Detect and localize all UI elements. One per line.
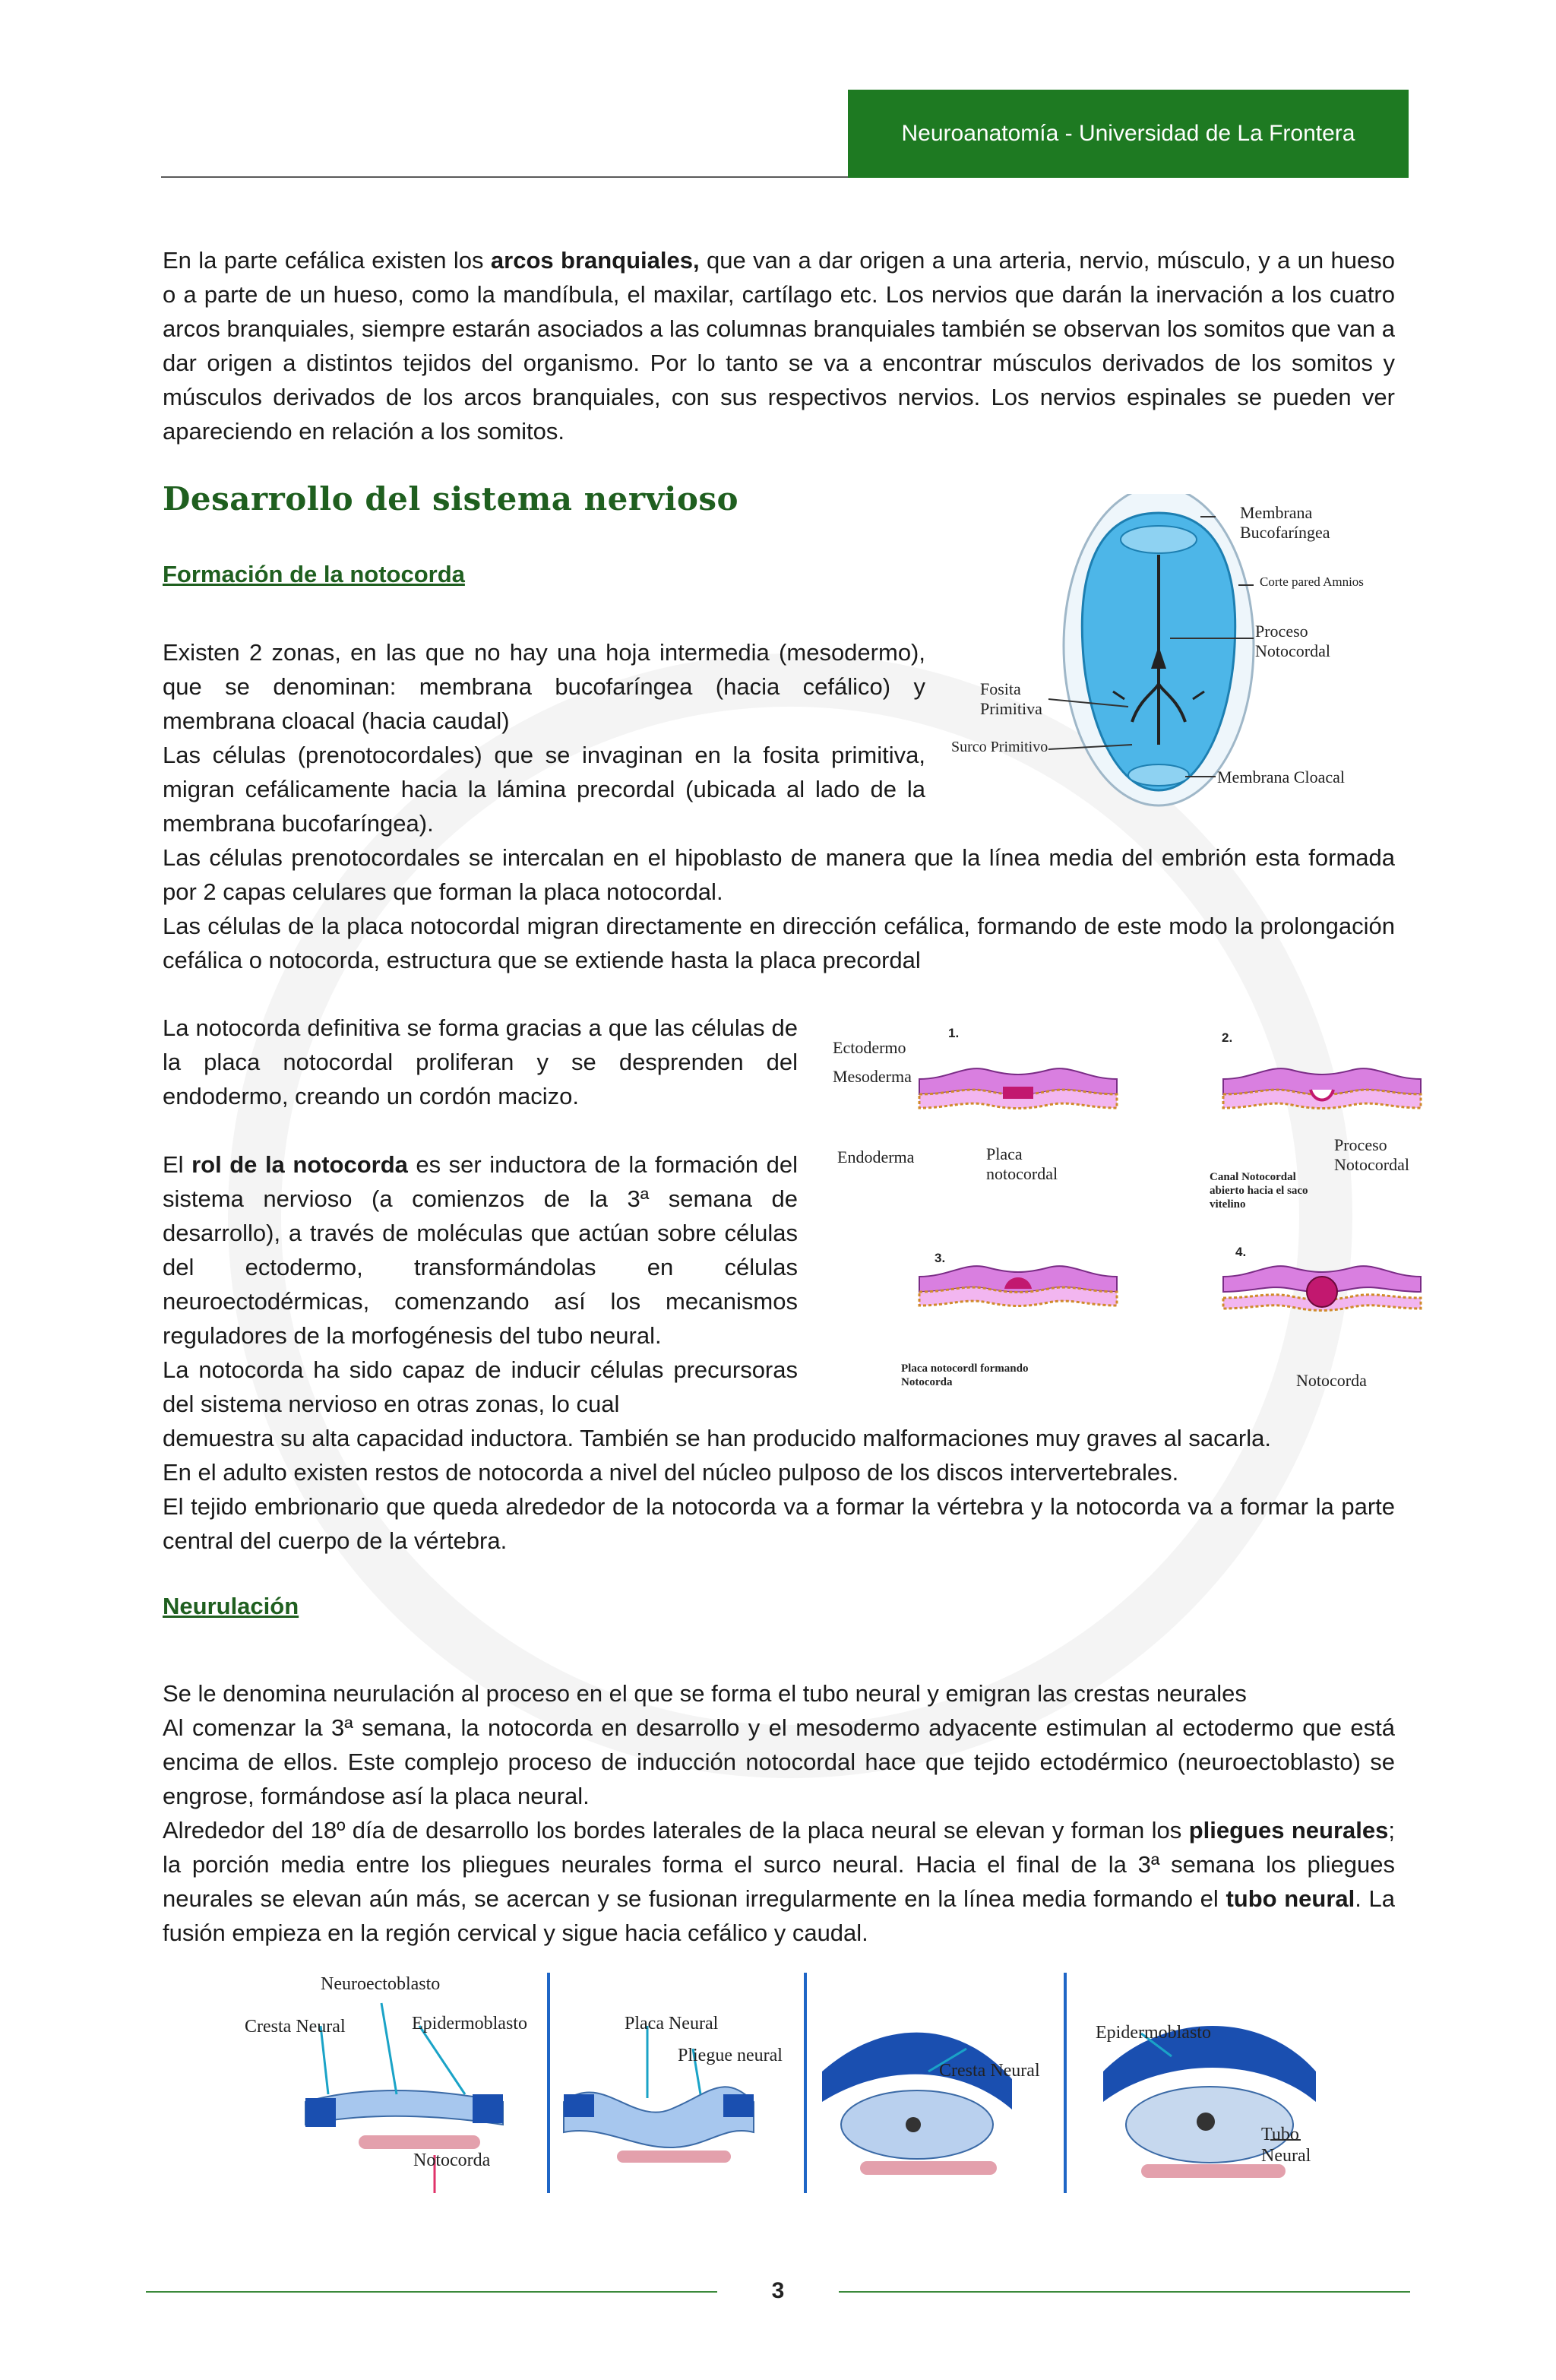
notocorda-p1: Existen 2 zonas, en las que no hay una hoja intermedia (mesodermo), que se denominan: membrana bucofaríngea (hacia cefálico) y membrana cloacal (hacia caudal): [163, 639, 925, 734]
notocorda-p3: Las células prenotocordales se intercalan en el hipoblasto de manera que la línea media del embrión esta formada por 2 capas celulares que forman la placa notocordal.: [163, 844, 1395, 905]
footer-rule-right: [839, 2291, 1410, 2293]
notocorda-p2: Las células (prenotocordales) que se invaginan en la fosita primitiva, migran cefálicamente hacia la lámina precordal (ubicada al lado de la membrana bucofaríngea).: [163, 742, 925, 837]
neurulation-illustration: [237, 1973, 1354, 2193]
p6-text-c: es ser inductora de la formación del sistema nervioso (a comienzos de la 3ª semana de desarrollo), a través de moléculas que actúan sobre células del ectodermo, transformándolas en células neuroectodérmicas, comenzando así los mecanismos reguladores de la morfogénesis del tubo neural.: [163, 1151, 798, 1349]
label-placa-neural: Placa Neural: [625, 2014, 719, 2033]
intro-text-a: En la parte cefálica existen los: [163, 247, 491, 274]
stage-4-number: 4.: [1235, 1245, 1247, 1259]
figure-notochord-stages: [828, 1018, 1436, 1413]
label-cresta-neural-1: Cresta Neural: [245, 2017, 346, 2037]
p3-text-a: Alrededor del 18º día de desarrollo los bordes laterales de la placa neural se elevan y forman los: [163, 1817, 1189, 1844]
label-bucofaringea: Bucofaríngea: [1240, 523, 1330, 542]
p3-bold-pliegues: pliegues neurales: [1188, 1817, 1389, 1844]
notocorda-p5: La notocorda definitiva se forma gracias a que las células de la placa notocordal proliferan y se desprenden del endodermo, creando un cordón macizo.: [163, 1014, 798, 1109]
notocorda-p4: Las células de la placa notocordal migran directamente en dirección cefálica, formando de este modo la prolongación cefálica o notocorda, estructura que se extiende hasta la placa precordal: [163, 913, 1395, 973]
label-membrana-cloacal: Membrana Cloacal: [1217, 767, 1345, 786]
label-epidermoblasto-1: Epidermoblasto: [412, 2014, 527, 2033]
label-tubo-neural: Neural: [1261, 2146, 1311, 2166]
figure-embryo-disc: [942, 494, 1406, 813]
label-canal-1: Canal Notocordal: [1210, 1171, 1296, 1183]
embryo-disc-illustration: [942, 494, 1406, 813]
notocorda-p8: En el adulto existen restos de notocorda a nivel del núcleo pulposo de los discos intervertebrales.: [163, 1459, 1179, 1486]
label-tubo: Tubo: [1261, 2125, 1299, 2144]
header-title: Neuroanatomía - Universidad de La Frontera: [901, 121, 1355, 146]
stage-3-number: 3.: [935, 1251, 946, 1265]
label-cresta-neural-2: Cresta Neural: [939, 2061, 1040, 2081]
notocorda-p7a: La notocorda ha sido capaz de inducir células precursoras del sistema nervioso en otras zonas, lo cual: [163, 1356, 798, 1417]
footer-rule-left: [146, 2291, 717, 2293]
label-placa: Placa: [986, 1144, 1023, 1163]
label-proceso: Proceso: [1334, 1135, 1387, 1154]
neurulacion-p1: Se le denomina neurulación al proceso en el que se forma el tubo neural y emigran las crestas neurales: [163, 1680, 1247, 1707]
subsection-neurulacion: Neurulación: [163, 1593, 299, 1619]
notochord-stages-illustration: [828, 1018, 1436, 1413]
label-proceso: Proceso: [1255, 622, 1308, 641]
neurulacion-p2: Al comenzar la 3ª semana, la notocorda en desarrollo y el mesodermo adyacente estimulan al ectodermo que está encima de ellos. Este complejo proceso de inducción notocordal hace que tejido ectodérmico (neuroectoblasto) se engrose, formándose así la placa neural.: [163, 1714, 1395, 1809]
header-rule: [161, 176, 848, 178]
notocorda-p9: El tejido embrionario que queda alrededor de la notocorda va a formar la vértebra y la notocorda va a formar la parte central del cuerpo de la vértebra.: [163, 1493, 1395, 1554]
stage-1-number: 1.: [948, 1026, 960, 1040]
figure-neurulation-sequence: [237, 1973, 1354, 2193]
label-surco-primitivo: Surco Primitivo: [951, 739, 1048, 755]
label-formando-2: Notocorda: [901, 1376, 953, 1388]
label-notocorda: Notocorda: [1296, 1371, 1367, 1390]
label-pliegue-neural: Pliegue neural: [678, 2046, 783, 2065]
label-formando-1: Placa notocordl formando: [901, 1362, 1029, 1375]
notocorda-p7b: demuestra su alta capacidad inductora. También se han producido malformaciones muy graves al sacarla.: [163, 1425, 1271, 1451]
intro-text-c: que van a dar origen a una arteria, nervio, músculo, y a un hueso o a parte de un hueso, como la mandíbula, el maxilar, cartílago etc. Los nervios que darán la inervación a los cuatro arcos branquiales, siempre estarán asociados a las columnas branquiales también se observan los somitos que van a dar origen a distintos tejidos del organismo. Por lo tanto se va a encontrar músculos derivados de los somitos y músculos derivados de los arcos branquiales, con sus respectivos nervios. Los nervios espinales se pueden ver apareciendo en relación a los somitos.: [163, 247, 1395, 445]
label-mesodermo: Mesoderma: [833, 1067, 912, 1086]
p3-bold-tubo: tubo neural: [1226, 1885, 1355, 1912]
intro-bold: arcos branquiales,: [490, 247, 700, 274]
intro-paragraph: [163, 243, 1395, 448]
label-corte-amnios: Corte pared Amnios: [1260, 574, 1364, 589]
notocorda-p6: [163, 1147, 798, 1353]
neurulacion-p3: [163, 1813, 1395, 1950]
subsection-notocorda: Formación de la notocorda: [163, 561, 465, 587]
label-neuroectoblasto: Neuroectoblasto: [321, 1974, 441, 1994]
header-banner: [848, 90, 1409, 178]
label-proceso-notocordal: Notocordal: [1334, 1155, 1409, 1174]
p6-bold: rol de la notocorda: [191, 1151, 408, 1178]
label-notocorda: Notocorda: [413, 2151, 491, 2170]
page-number: 3: [771, 2278, 785, 2303]
stage-2-number: 2.: [1222, 1030, 1233, 1045]
label-endodermo: Endoderma: [837, 1147, 915, 1166]
p3-text-c: ; la porción media entre los pliegues neurales forma el surco neural. Hacia el final de la 3ª semana los pliegues neurales se elevan aún más, se acercan y se fusionan irregularmente en la línea media formando el: [163, 1817, 1395, 1912]
label-primitiva: Primitiva: [980, 699, 1042, 718]
p3-text-e: . La fusión empieza en la región cervical y sigue hacia cefálico y caudal.: [163, 1885, 1395, 1946]
label-canal-3: vitelino: [1210, 1198, 1246, 1211]
label-epidermoblasto-2: Epidermoblasto: [1096, 2023, 1211, 2043]
label-membrana: Membrana: [1240, 503, 1313, 522]
section-title: Desarrollo del sistema nervioso: [163, 480, 739, 517]
label-ectodermo: Ectodermo: [833, 1038, 906, 1057]
label-fosita: Fosita: [980, 679, 1021, 698]
p6-text-a: El: [163, 1151, 192, 1178]
label-notocordal: Notocordal: [1255, 641, 1330, 660]
label-notocordal: notocordal: [986, 1164, 1058, 1183]
label-canal-2: abierto hacia el saco: [1210, 1185, 1308, 1197]
